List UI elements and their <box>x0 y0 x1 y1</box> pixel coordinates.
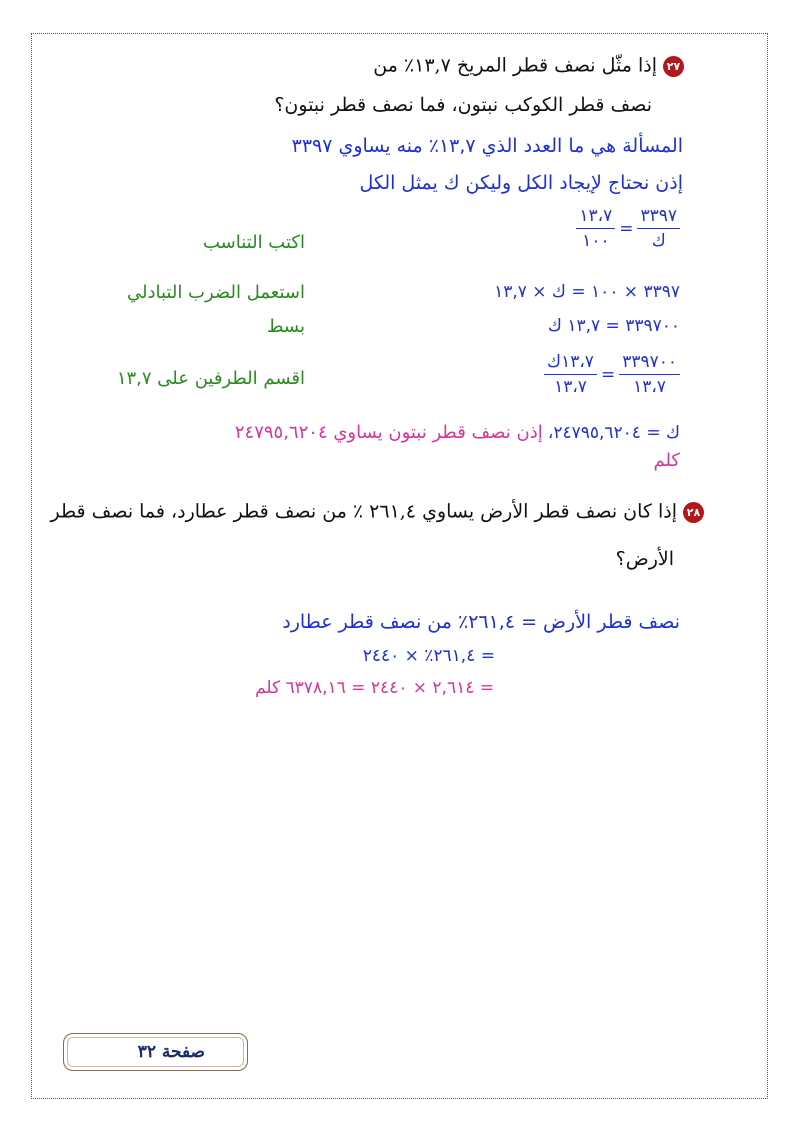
q27-step3-equation: ٣٣٩٧٠٠ = ١٣,٧ ك <box>547 316 680 336</box>
q27-result-text: إذن نصف قطر نبتون يساوي ٢٤٧٩٥,٦٢٠٤ <box>234 422 543 443</box>
q28-line1: ٢٨إذا كان نصف قطر الأرض يساوي ٢٦١,٤ ٪ من نصف قطر عطارد، فما نصف قطر <box>50 502 704 523</box>
q28-badge: ٢٨ <box>683 502 704 523</box>
q27-step2-note: استعمل الضرب التبادلي <box>127 282 305 303</box>
q27-step2-equation: ٣٣٩٧ × ١٠٠ = ك × ١٣,٧ <box>494 282 680 302</box>
q27-solution-line1: المسألة هي ما العدد الذي ١٣,٧٪ منه يساوي ٣٣٩٧ <box>291 135 683 157</box>
q27-line1: ٢٧إذا مثّل نصف قطر المريخ ١٣,٧٪ من <box>373 56 684 77</box>
fraction-left: $\frac{٣٣٩٧٠٠}{١٣،٧}$ <box>619 352 680 397</box>
q27-result-unit: كلم <box>653 450 680 471</box>
q27-solution-line2: إذن نحتاج لإيجاد الكل وليكن ك يمثل الكل <box>359 172 683 194</box>
fraction-left: $\frac{٣٣٩٧}{\text{ك}}$ <box>637 206 680 251</box>
page-number-box <box>63 1033 248 1071</box>
q27-step4-note: اقسم الطرفين على ١٣,٧ <box>116 368 305 389</box>
fraction-right: $\frac{١٣،٧}{١٠٠}$ <box>576 206 615 251</box>
q27-step1-note: اكتب التناسب <box>203 232 305 253</box>
q27-division: $\frac{٣٣٩٧٠٠}{١٣،٧}$ = $\frac{\text{١٣،٧ك}}{١٣،٧}$ <box>544 352 680 397</box>
q27-proportion: $\frac{٣٣٩٧}{\text{ك}}$ = $\frac{١٣،٧}{١٠٠}$ <box>576 206 680 251</box>
q27-result-value: ك = ٢٤٧٩٥,٦٢٠٤، <box>547 423 680 443</box>
q28-solution-line3: = ٢,٦١٤ × ٢٤٤٠ = ٦٣٧٨,١٦ كلم <box>255 678 494 698</box>
page-number: صفحة ٣٢ <box>137 1042 205 1062</box>
q27-result <box>235 424 680 442</box>
q27-badge: ٢٧ <box>663 56 684 77</box>
q28-line2: الأرض؟ <box>615 548 674 570</box>
q28-solution-line2: = ٢٦١,٤٪ × ٢٤٤٠ <box>362 646 495 666</box>
fraction-right: $\frac{\text{١٣،٧ك}}{١٣،٧}$ <box>544 352 597 397</box>
q28-solution-line1: نصف قطر الأرض = ٢٦١,٤٪ من نصف قطر عطارد <box>282 611 680 633</box>
q27-line2: نصف قطر الكوكب نبتون، فما نصف قطر نبتون؟ <box>274 94 652 116</box>
q27-step3-note: بسط <box>266 316 305 337</box>
